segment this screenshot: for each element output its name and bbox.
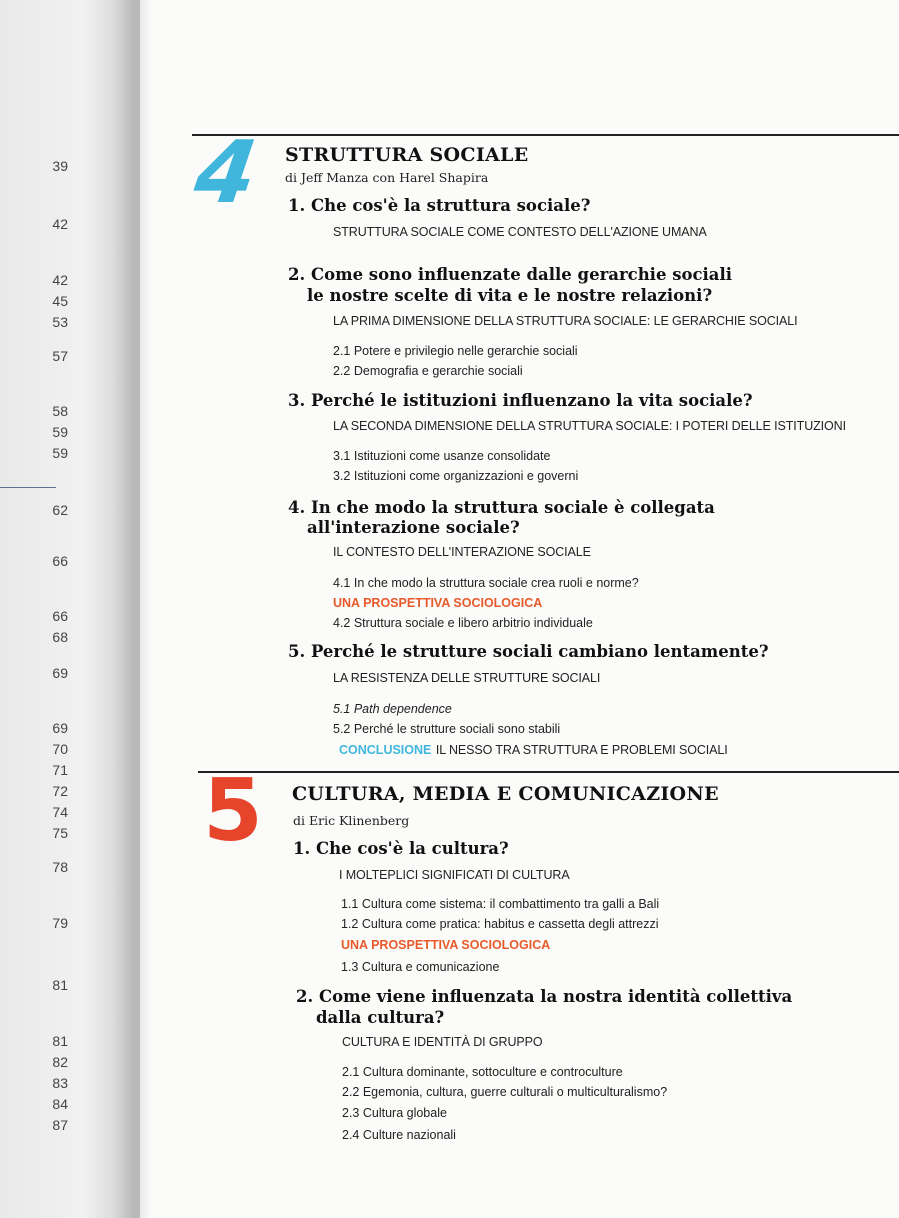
chapter-4-q5-subtitle: LA RESISTENZA DELLE STRUTTURE SOCIALI	[333, 671, 601, 685]
chapter-4-q3-subtitle: LA SECONDA DIMENSIONE DELLA STRUTTURA SOCIALE: I POTERI DELLE ISTITUZIONI	[333, 419, 846, 433]
toc-entry[interactable]: 1.3 Cultura e comunicazione	[341, 960, 500, 974]
page-number: 79	[52, 915, 68, 931]
chapter-5-rule	[198, 771, 899, 773]
page-number: 87	[52, 1117, 68, 1133]
toc-entry[interactable]: 3.1 Istituzioni come usanze consolidate	[333, 449, 551, 463]
page-number: 39	[52, 158, 68, 174]
page-number: 81	[52, 977, 68, 993]
page-number: 58	[52, 403, 68, 419]
chapter-4-q1-subtitle: STRUTTURA SOCIALE COME CONTESTO DELL'AZIONE UMANA	[333, 225, 707, 239]
conclusion-entry[interactable]	[339, 741, 728, 759]
page-number: 72	[52, 783, 68, 799]
book-spine-shadow	[112, 0, 152, 1218]
page-number: 45	[52, 293, 68, 309]
page-number: 59	[52, 424, 68, 440]
toc-entry[interactable]: 1.2 Cultura come pratica: habitus e cassetta degli attrezzi	[341, 917, 659, 931]
page-number: 59	[52, 445, 68, 461]
chapter-4-rule	[192, 134, 899, 136]
chapter-5-q1-subtitle: I MOLTEPLICI SIGNIFICATI DI CULTURA	[339, 868, 570, 882]
chapter-5-title: CULTURA, MEDIA E COMUNICAZIONE	[292, 783, 719, 805]
toc-entry[interactable]: 4.2 Struttura sociale e libero arbitrio individuale	[333, 616, 593, 630]
prospettiva-sociologica-label[interactable]: UNA PROSPETTIVA SOCIOLOGICA	[341, 938, 551, 952]
chapter-5-question-2-cont[interactable]: dalla cultura?	[316, 1008, 445, 1027]
toc-entry[interactable]: 5.1 Path dependence	[333, 702, 452, 716]
page-number: 81	[52, 1033, 68, 1049]
toc-entry[interactable]: 2.3 Cultura globale	[342, 1106, 447, 1120]
page-number: 62	[52, 502, 68, 518]
chapter-4-question-1[interactable]: 1. Che cos'è la struttura sociale?	[288, 196, 591, 215]
page-number: 78	[52, 859, 68, 875]
page-number: 74	[52, 804, 68, 820]
page-number: 83	[52, 1075, 68, 1091]
toc-entry[interactable]: 4.1 In che modo la struttura sociale crea ruoli e norme?	[333, 576, 639, 590]
toc-entry[interactable]: 3.2 Istituzioni come organizzazioni e governi	[333, 469, 579, 483]
toc-entry[interactable]: 2.1 Potere e privilegio nelle gerarchie sociali	[333, 344, 578, 358]
chapter-5-number: 5	[203, 761, 263, 861]
toc-entry[interactable]: 2.2 Demografia e gerarchie sociali	[333, 364, 523, 378]
chapter-5-question-1[interactable]: 1. Che cos'è la cultura?	[293, 839, 509, 858]
page-number: 53	[52, 314, 68, 330]
chapter-4-question-2-cont[interactable]: le nostre scelte di vita e le nostre relazioni?	[307, 286, 713, 305]
chapter-4-question-4[interactable]: 4. In che modo la struttura sociale è collegata	[288, 498, 715, 517]
chapter-5-question-2[interactable]: 2. Come viene influenzata la nostra identità collettiva	[296, 987, 793, 1006]
page-number: 84	[52, 1096, 68, 1112]
conclusion-text: IL NESSO TRA STRUTTURA E PROBLEMI SOCIALI	[435, 743, 728, 757]
chapter-4-question-5[interactable]: 5. Perché le strutture sociali cambiano lentamente?	[288, 642, 769, 661]
page-number: 75	[52, 825, 68, 841]
page-number: 68	[52, 629, 68, 645]
page-number: 70	[52, 741, 68, 757]
chapter-4-question-2[interactable]: 2. Come sono influenzate dalle gerarchie sociali	[288, 265, 733, 284]
chapter-4-q2-subtitle: LA PRIMA DIMENSIONE DELLA STRUTTURA SOCIALE: LE GERARCHIE SOCIALI	[333, 314, 798, 328]
page-number: 69	[52, 720, 68, 736]
chapter-4-question-3[interactable]: 3. Perché le istituzioni influenzano la vita sociale?	[288, 391, 753, 410]
toc-entry[interactable]: 2.2 Egemonia, cultura, guerre culturali o multiculturalismo?	[342, 1085, 668, 1099]
prospettiva-sociologica-label[interactable]: UNA PROSPETTIVA SOCIOLOGICA	[333, 596, 543, 610]
toc-entry[interactable]: 2.4 Culture nazionali	[342, 1128, 456, 1142]
toc-entry[interactable]: 2.1 Cultura dominante, sottoculture e controculture	[342, 1065, 623, 1079]
page-number: 42	[52, 272, 68, 288]
chapter-5-author: di Eric Klinenberg	[293, 813, 410, 828]
conclusion-label: CONCLUSIONE	[339, 743, 432, 757]
chapter-4-author: di Jeff Manza con Harel Shapira	[285, 170, 489, 185]
chapter-4-number: 4	[188, 123, 263, 223]
page-number: 66	[52, 608, 68, 624]
page-number: 66	[52, 553, 68, 569]
page-number: 57	[52, 348, 68, 364]
page-number: 71	[52, 762, 68, 778]
chapter-4-title: STRUTTURA SOCIALE	[285, 144, 529, 166]
toc-entry[interactable]: 5.2 Perché le strutture sociali sono stabili	[333, 722, 561, 736]
page-number: 82	[52, 1054, 68, 1070]
chapter-4-q4-subtitle: IL CONTESTO DELL'INTERAZIONE SOCIALE	[333, 545, 591, 559]
chapter-5-q2-subtitle: CULTURA E IDENTITÀ DI GRUPPO	[342, 1035, 543, 1049]
chapter-4-question-4-cont[interactable]: all'interazione sociale?	[307, 518, 520, 537]
toc-entry[interactable]: 1.1 Cultura come sistema: il combattimento tra galli a Bali	[341, 897, 660, 911]
margin-divider	[0, 487, 56, 488]
page-number: 42	[52, 216, 68, 232]
page-number: 69	[52, 665, 68, 681]
